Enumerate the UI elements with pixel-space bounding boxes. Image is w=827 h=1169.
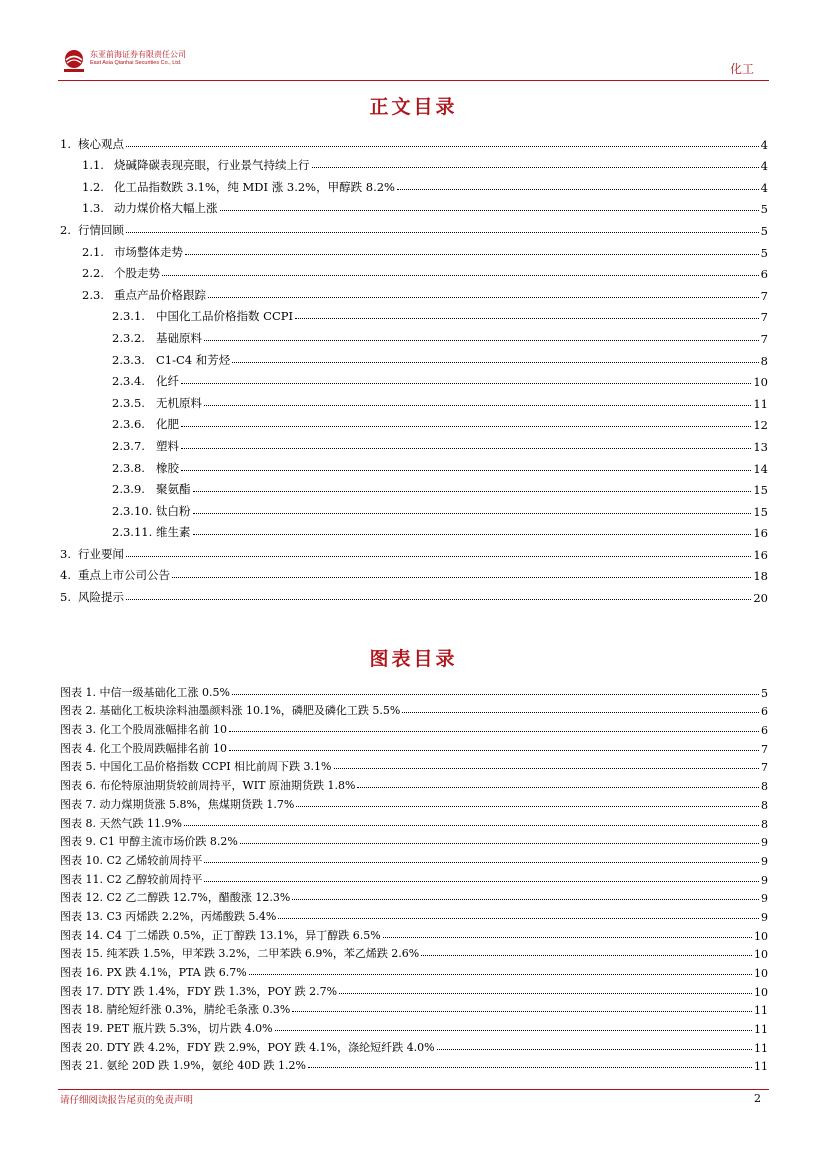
toc-entry-page: 5 <box>760 245 768 260</box>
toc-entry-number: 2.3.6. <box>112 417 145 432</box>
toc-entry-text: 行情回顾 <box>78 222 124 237</box>
figure-entry[interactable] <box>60 737 768 756</box>
toc-entry-text: 化工品指数跌 3.1%，纯 MDI 涨 3.2%，甲醇跌 8.2% <box>114 179 395 194</box>
figure-leader-dots <box>229 750 759 751</box>
figure-entry-label: 图表 21. 氨纶 20D 跌 1.9%，氨纶 40D 跌 1.2% <box>60 1059 306 1073</box>
toc-entry-number: 1.1. <box>82 158 104 173</box>
company-logo <box>62 47 192 77</box>
toc-leader-dots <box>220 210 759 211</box>
figure-leader-dots <box>402 712 759 713</box>
company-logo-icon <box>62 49 86 73</box>
figure-entry[interactable] <box>60 756 768 775</box>
toc-entry-page: 10 <box>753 375 768 390</box>
toc-entry-label <box>112 308 293 324</box>
figure-entry[interactable] <box>60 831 768 850</box>
toc-entry-number: 2.3.7. <box>112 438 145 453</box>
toc-entry[interactable] <box>60 195 768 217</box>
toc-entry-label <box>60 222 124 238</box>
toc-entry[interactable] <box>60 238 768 260</box>
toc-entry[interactable] <box>60 411 768 433</box>
toc-entry-number: 3. <box>60 546 71 561</box>
toc-entry-page: 6 <box>760 267 768 282</box>
toc-entry-text: 烧碱降碳表现亮眼，行业景气持续上行 <box>114 158 310 173</box>
figure-entry[interactable] <box>60 700 768 719</box>
toc-entry[interactable] <box>60 260 768 282</box>
figure-entry-label: 图表 5. 中国化工品价格指数 CCPI 相比前周下跌 3.1% <box>60 760 332 774</box>
figure-entry-label: 图表 18. 腈纶短纤涨 0.3%，腈纶毛条涨 0.3% <box>60 1003 291 1017</box>
toc-entry-page: 7 <box>760 310 768 325</box>
toc-leader-dots <box>172 577 751 578</box>
figure-leader-dots <box>278 918 759 919</box>
figure-leader-dots <box>184 825 759 826</box>
toc-entry-page: 15 <box>753 483 768 498</box>
toc-entry-number: 2.3.10. <box>112 503 153 518</box>
toc-title: 正文目录 <box>369 96 458 118</box>
figure-entry[interactable] <box>60 1036 768 1055</box>
figure-entry-label: 图表 9. C1 甲醇主流市场价跌 8.2% <box>60 835 238 849</box>
figure-entry-page: 11 <box>754 1023 768 1037</box>
figure-leader-dots <box>292 1011 752 1012</box>
toc-leader-dots <box>181 448 751 449</box>
toc-entry-text: 重点产品价格跟踪 <box>114 287 206 302</box>
toc-entry[interactable] <box>60 324 768 346</box>
figure-leader-dots <box>232 694 759 695</box>
figure-entry-label: 图表 20. DTY 跌 4.2%，FDY 跌 2.9%，POY 跌 4.1%，涤纶短纤跌 4.0% <box>60 1040 435 1054</box>
figure-entry-label: 图表 8. 天然气跌 11.9% <box>60 816 182 830</box>
toc-entry-text: 基础原料 <box>156 330 202 345</box>
toc-entry-text: 聚氨酯 <box>156 482 191 497</box>
toc-leader-dots <box>295 318 759 319</box>
toc-entry-number: 1.3. <box>82 201 104 216</box>
figure-entry-page: 8 <box>761 817 768 831</box>
figure-entry-label: 图表 16. PX 跌 4.1%，PTA 跌 6.7% <box>60 966 247 979</box>
toc-entry-label <box>82 287 206 303</box>
toc-leader-dots <box>204 405 751 406</box>
toc-entry-label <box>112 524 191 540</box>
toc-entry-page: 7 <box>760 288 768 303</box>
page-number: 2 <box>754 1092 761 1105</box>
toc-entry[interactable] <box>60 216 768 238</box>
toc-entry-text: 塑料 <box>156 438 179 453</box>
toc-leader-dots <box>193 513 752 514</box>
industry-label: 化工 <box>729 62 754 76</box>
table-of-contents <box>60 130 768 605</box>
toc-entry-number: 2.3.4. <box>112 374 145 389</box>
figure-entry-page: 11 <box>754 1060 768 1074</box>
figure-entry-label: 图表 19. PET 瓶片跌 5.3%，切片跌 4.0% <box>60 1022 273 1036</box>
header-divider <box>58 80 769 81</box>
toc-entry-text: C1-C4 和芳烃 <box>156 352 231 367</box>
figure-entry-label: 图表 14. C4 丁二烯跌 0.5%，正丁醇跌 13.1%，异丁醇跌 6.5% <box>60 928 381 942</box>
figure-leader-dots <box>437 1049 752 1050</box>
company-name-cn: 东亚前海证券有限责任公司 <box>90 50 186 59</box>
figure-entry-label: 图表 6. 布伦特原油期货较前周持平，WIT 原油期货跌 1.8% <box>60 779 356 793</box>
toc-entry-label <box>60 589 124 605</box>
figure-leader-dots <box>204 862 759 863</box>
figure-entry-page: 8 <box>761 780 768 794</box>
toc-entry-text: 维生素 <box>156 525 191 540</box>
toc-entry[interactable] <box>60 130 768 152</box>
toc-entry-number: 2.3.8. <box>112 460 145 475</box>
toc-entry[interactable] <box>60 454 768 476</box>
toc-leader-dots <box>232 362 758 363</box>
figure-leader-dots <box>296 806 759 807</box>
toc-leader-dots <box>181 470 751 471</box>
toc-entry-text: 核心观点 <box>78 136 124 151</box>
toc-entry-page: 11 <box>753 396 768 411</box>
toc-entry-number: 2.1. <box>82 244 104 259</box>
figure-entry[interactable] <box>60 793 768 812</box>
figure-entry-page: 6 <box>761 724 768 738</box>
toc-entry[interactable] <box>60 368 768 390</box>
toc-entry-page: 15 <box>753 504 768 519</box>
figure-entry-page: 9 <box>761 892 768 906</box>
figure-entry[interactable] <box>60 999 768 1018</box>
figure-entry-label: 图表 4. 化工个股周跌幅排名前 10 <box>60 741 227 755</box>
figure-list-title: 图表目录 <box>369 648 458 670</box>
toc-entry-number: 2. <box>60 222 71 237</box>
toc-entry-number: 1. <box>60 136 71 151</box>
figure-entry[interactable] <box>60 849 768 868</box>
figure-entry[interactable] <box>60 868 768 887</box>
toc-leader-dots <box>162 275 759 276</box>
figure-leader-dots <box>229 731 759 732</box>
toc-leader-dots <box>193 491 752 492</box>
figure-entry-label: 图表 10. C2 乙烯较前周持平 <box>60 853 203 867</box>
figure-entry-label: 图表 3. 化工个股周涨幅排名前 10 <box>60 723 227 737</box>
toc-entry-label <box>82 157 310 173</box>
figure-entry-label: 图表 2. 基础化工板块涂料油墨颜料涨 10.1%，磷肥及磷化工跌 5.5% <box>60 704 401 718</box>
toc-entry-text: 行业要闻 <box>78 546 124 561</box>
toc-entry[interactable] <box>60 152 768 174</box>
figure-entry-label: 图表 12. C2 乙二醇跌 12.7%，醋酸涨 12.3% <box>60 891 291 905</box>
toc-entry-text: 化纤 <box>156 374 179 389</box>
figure-entry-page: 10 <box>754 967 768 980</box>
figure-entry-page: 7 <box>761 761 768 775</box>
toc-entry-page: 12 <box>753 418 768 433</box>
toc-entry-text: 橡胶 <box>156 460 179 475</box>
figure-entry-page: 10 <box>754 929 768 943</box>
toc-entry-number: 2.3.2. <box>112 330 145 345</box>
toc-entry-text: 化肥 <box>156 417 179 432</box>
figure-leader-dots <box>275 1030 752 1031</box>
figure-entry-page: 9 <box>761 873 768 887</box>
figure-entry-page: 8 <box>761 798 768 812</box>
figure-list <box>60 681 768 1073</box>
toc-entry-page: 18 <box>753 569 768 584</box>
toc-entry-text: 市场整体走势 <box>114 244 183 259</box>
toc-entry-label <box>112 395 202 411</box>
toc-entry-label <box>112 438 179 454</box>
toc-entry-page: 16 <box>753 547 768 562</box>
toc-entry-label <box>60 567 170 583</box>
figure-entry-page: 9 <box>761 836 768 850</box>
toc-entry-number: 2.3.9. <box>112 482 145 497</box>
toc-entry-page: 4 <box>760 159 768 174</box>
figure-entry[interactable] <box>60 681 768 700</box>
figure-entry[interactable] <box>60 961 768 980</box>
toc-entry-label <box>112 330 202 346</box>
toc-entry-label <box>82 244 183 260</box>
figure-entry-label: 图表 11. C2 乙醇较前周持平 <box>60 872 203 886</box>
figure-entry-page: 9 <box>761 854 768 868</box>
toc-entry-label <box>60 546 124 562</box>
toc-leader-dots <box>185 254 759 255</box>
figure-entry-label: 图表 7. 动力煤期货涨 5.8%，焦煤期货跌 1.7% <box>60 797 295 811</box>
toc-entry-label <box>82 200 218 216</box>
toc-leader-dots <box>126 232 759 233</box>
toc-leader-dots <box>181 426 751 427</box>
toc-entry[interactable] <box>60 303 768 325</box>
figure-entry[interactable] <box>60 980 768 999</box>
toc-entry-page: 8 <box>760 353 768 368</box>
figure-leader-dots <box>339 993 752 994</box>
figure-leader-dots <box>249 974 752 975</box>
toc-entry[interactable] <box>60 346 768 368</box>
toc-entry-text: 无机原料 <box>156 395 202 410</box>
toc-entry-number: 4. <box>60 568 71 583</box>
figure-entry[interactable] <box>60 774 768 793</box>
toc-leader-dots <box>204 340 759 341</box>
toc-entry[interactable] <box>60 583 768 605</box>
figure-entry[interactable] <box>60 924 768 943</box>
toc-entry-text: 个股走势 <box>114 266 160 281</box>
toc-entry[interactable] <box>60 562 768 584</box>
figure-entry-page: 9 <box>761 910 768 924</box>
toc-entry-text: 中国化工品价格指数 CCPI <box>156 309 294 324</box>
toc-entry-page: 16 <box>753 526 768 541</box>
figure-leader-dots <box>421 955 752 956</box>
toc-leader-dots <box>181 383 751 384</box>
toc-leader-dots <box>397 189 759 190</box>
toc-entry[interactable] <box>60 476 768 498</box>
toc-entry[interactable] <box>60 540 768 562</box>
toc-leader-dots <box>126 599 751 600</box>
figure-leader-dots <box>383 937 752 938</box>
figure-entry-page: 6 <box>761 705 768 719</box>
figure-entry[interactable] <box>60 943 768 962</box>
toc-entry-number: 5. <box>60 590 71 605</box>
toc-leader-dots <box>208 297 759 298</box>
toc-entry-text: 重点上市公司公告 <box>78 568 170 583</box>
toc-entry-label <box>112 503 191 519</box>
toc-entry-number: 2.3. <box>82 287 104 302</box>
figure-entry[interactable] <box>60 1055 768 1074</box>
figure-entry-page: 10 <box>754 948 768 962</box>
toc-leader-dots <box>126 146 759 147</box>
figure-leader-dots <box>334 768 759 769</box>
toc-entry-label <box>112 481 191 497</box>
toc-entry-label <box>112 460 179 476</box>
toc-entry-number: 2.3.5. <box>112 395 145 410</box>
toc-entry-text: 风险提示 <box>78 590 124 605</box>
figure-entry-label: 图表 13. C3 丙烯跌 2.2%，丙烯酸跌 5.4% <box>60 909 277 923</box>
toc-entry[interactable] <box>60 281 768 303</box>
figure-entry-page: 11 <box>754 1004 768 1018</box>
toc-entry-text: 钛白粉 <box>156 503 191 518</box>
toc-leader-dots <box>312 167 759 168</box>
toc-entry-label <box>82 265 160 281</box>
figure-entry[interactable] <box>60 718 768 737</box>
figure-entry-label: 图表 1. 中信一级基础化工涨 0.5% <box>60 685 230 699</box>
toc-entry-label <box>82 179 395 195</box>
toc-entry-label <box>112 416 179 432</box>
toc-leader-dots <box>126 556 751 557</box>
figure-entry-page: 7 <box>761 742 768 756</box>
toc-entry-page: 13 <box>753 439 768 454</box>
figure-entry[interactable] <box>60 905 768 924</box>
figure-entry-label: 图表 15. 纯苯跌 1.5%，甲苯跌 3.2%，二甲苯跌 6.9%，苯乙烯跌 2.6% <box>60 947 420 961</box>
figure-entry-page: 10 <box>754 985 768 999</box>
toc-entry[interactable] <box>60 389 768 411</box>
toc-leader-dots <box>193 534 752 535</box>
figure-entry[interactable] <box>60 812 768 831</box>
toc-entry-number: 2.2. <box>82 266 104 281</box>
figure-leader-dots <box>204 881 759 882</box>
figure-entry[interactable] <box>60 887 768 906</box>
figure-entry-page: 5 <box>761 686 768 700</box>
toc-entry-page: 14 <box>753 461 768 476</box>
toc-entry-number: 2.3.11. <box>112 525 153 540</box>
disclaimer-note: 请仔细阅读报告尾页的免责声明 <box>60 1095 194 1106</box>
figure-leader-dots <box>308 1067 752 1068</box>
toc-entry-number: 1.2. <box>82 179 104 194</box>
toc-entry[interactable] <box>60 432 768 454</box>
footer-divider <box>58 1089 769 1090</box>
figure-entry-label: 图表 17. DTY 跌 1.4%，FDY 跌 1.3%，POY 跌 2.7% <box>60 984 338 998</box>
toc-entry[interactable] <box>60 173 768 195</box>
toc-entry-page: 4 <box>760 137 768 152</box>
toc-entry-page: 20 <box>753 591 768 606</box>
company-name-en: East Asia Qianhai Securities Co., Ltd. <box>90 60 182 66</box>
toc-entry-number: 2.3.3. <box>112 352 145 367</box>
figure-leader-dots <box>240 843 759 844</box>
toc-entry-page: 4 <box>760 180 768 195</box>
toc-entry-label <box>112 373 179 389</box>
figure-leader-dots <box>292 899 759 900</box>
figure-leader-dots <box>357 787 759 788</box>
toc-entry-number: 2.3.1. <box>112 309 145 324</box>
toc-entry-page: 5 <box>760 223 768 238</box>
toc-entry-label <box>60 136 124 152</box>
toc-entry-label <box>112 352 230 368</box>
figure-entry-page: 11 <box>754 1041 768 1055</box>
toc-entry-page: 7 <box>760 331 768 346</box>
toc-entry[interactable] <box>60 519 768 541</box>
figure-entry[interactable] <box>60 1017 768 1036</box>
toc-entry-text: 动力煤价格大幅上涨 <box>114 201 218 216</box>
toc-entry[interactable] <box>60 497 768 519</box>
toc-entry-page: 5 <box>760 202 768 217</box>
